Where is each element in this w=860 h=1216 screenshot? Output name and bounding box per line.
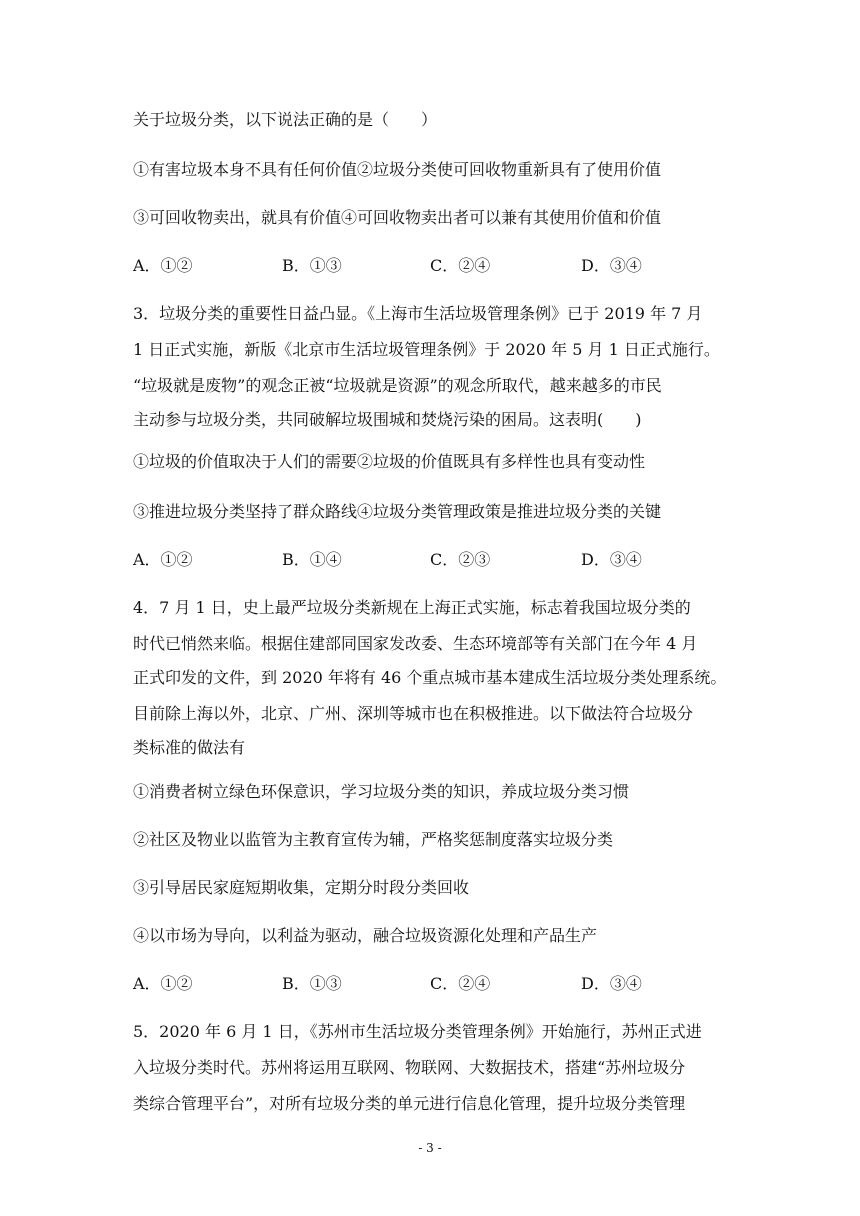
q2-options: [133, 256, 733, 276]
q3-options: [133, 550, 733, 570]
q4-option-c: C．②④: [430, 974, 491, 993]
q3-option-d: D．③④: [581, 550, 642, 569]
q5-stem-line-2: 入垃圾分类时代。苏州将运用互联网、物联网、大数据技术，搭建“苏州垃圾分: [133, 1058, 686, 1077]
q2-stem: 关于垃圾分类，以下说法正确的是（ ）: [133, 110, 438, 129]
page-number: - 3 -: [418, 1141, 442, 1155]
q4-stem-line-1: 4．7 月 1 日，史上最严垃圾分类新规在上海正式实施，标志着我国垃圾分类的: [133, 598, 691, 617]
q4-stem-line-4: 目前除上海以外，北京、广州、深圳等城市也在积极推进。以下做法符合垃圾分: [133, 704, 694, 723]
q3-option-c: C．②③: [430, 550, 491, 569]
q4-options: [133, 974, 733, 994]
q4-item-2: ②社区及物业以监管为主教育宣传为辅，严格奖惩制度落实垃圾分类: [133, 830, 614, 849]
q5-stem-line-1: 5．2020 年 6 月 1 日，《苏州市生活垃圾分类管理条例》开始施行，苏州正式进: [133, 1022, 702, 1041]
q4-option-b: B．①③: [282, 974, 342, 993]
q3-stem-line-2: 1 日正式实施，新版《北京市生活垃圾管理条例》于 2020 年 5 月 1 日正式施行。: [133, 340, 720, 359]
q2-item-2: ③可回收物卖出，就具有价值④可回收物卖出者可以兼有其使用价值和价值: [133, 208, 662, 227]
q4-item-3: ③引导居民家庭短期收集，定期分时段分类回收: [133, 878, 470, 897]
q2-option-a: A．①②: [133, 256, 193, 275]
q4-item-4: ④以市场为导向，以利益为驱动，融合垃圾资源化处理和产品生产: [133, 926, 598, 945]
q4-option-d: D．③④: [581, 974, 642, 993]
q3-stem-line-1: 3．垃圾分类的重要性日益凸显。《上海市生活垃圾管理条例》已于 2019 年 7 月: [133, 304, 703, 323]
q3-option-b: B．①④: [282, 550, 342, 569]
q3-item-2: ③推进垃圾分类坚持了群众路线④垃圾分类管理政策是推进垃圾分类的关键: [133, 502, 662, 521]
q5-stem-line-3: 类综合管理平台”，对所有垃圾分类的单元进行信息化管理，提升垃圾分类管理: [133, 1094, 686, 1113]
q2-option-b: B．①③: [282, 256, 342, 275]
q3-option-a: A．①②: [133, 550, 193, 569]
q4-stem-line-5: 类标准的做法有: [133, 738, 246, 757]
q2-item-1: ①有害垃圾本身不具有任何价值②垃圾分类使可回收物重新具有了使用价值: [133, 160, 662, 179]
q4-item-1: ①消费者树立绿色环保意识，学习垃圾分类的知识，养成垃圾分类习惯: [133, 782, 630, 801]
q2-option-d: D．③④: [581, 256, 642, 275]
q3-stem-line-3: “垃圾就是废物”的观念正被“垃圾就是资源”的观念所取代，越来越多的市民: [133, 376, 662, 395]
q4-stem-line-2: 时代已悄然来临。根据住建部同国家发改委、生态环境部等有关部门在今年 4 月: [133, 634, 698, 653]
q2-option-c: C．②④: [430, 256, 491, 275]
q3-item-1: ①垃圾的价值取决于人们的需要②垃圾的价值既具有多样性也具有变动性: [133, 452, 646, 471]
q4-stem-line-3: 正式印发的文件，到 2020 年将有 46 个重点城市基本建成生活垃圾分类处理系统。: [133, 668, 727, 687]
q3-stem-line-4: 主动参与垃圾分类，共同破解垃圾围城和焚烧污染的困局。这表明( ): [133, 410, 642, 429]
q4-option-a: A．①②: [133, 974, 193, 993]
